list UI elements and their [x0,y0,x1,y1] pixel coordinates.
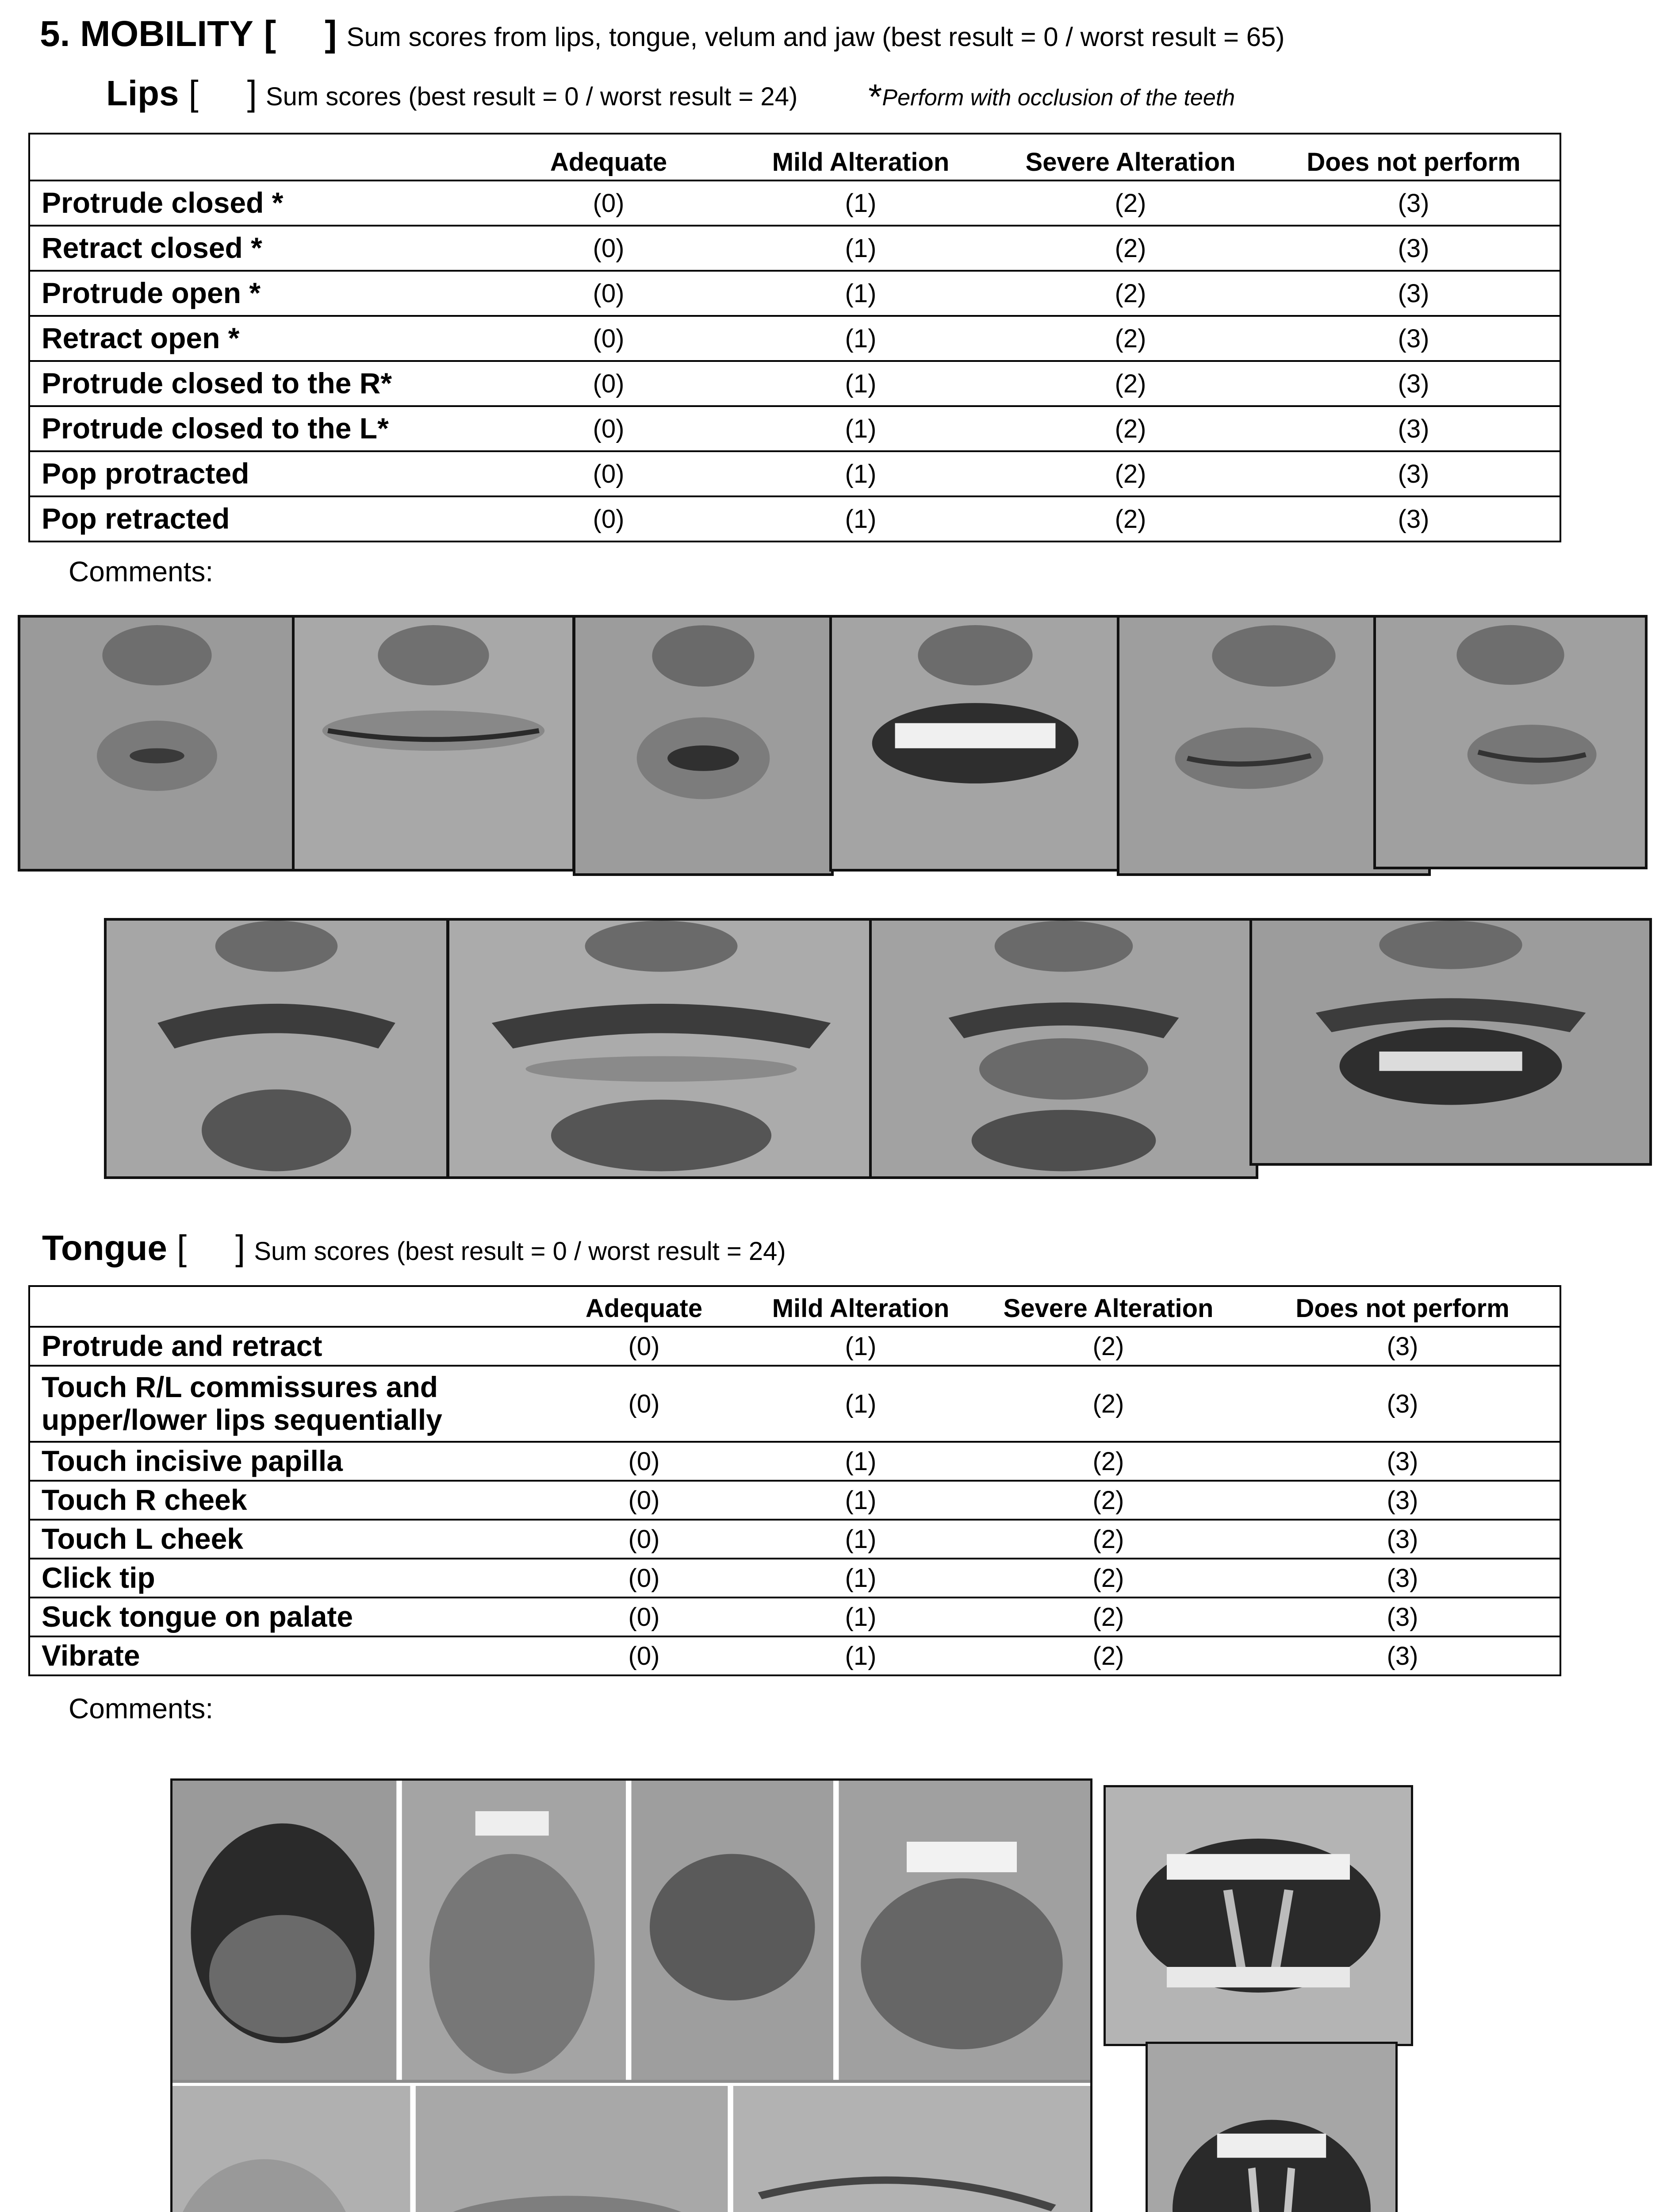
score-option[interactable]: (2) [971,1520,1245,1559]
score-option[interactable]: (3) [1268,226,1560,271]
score-option[interactable]: (0) [489,271,728,316]
score-option[interactable]: (1) [728,361,993,406]
lips-col-mild: Mild Alteration [728,134,993,180]
lips-col-adequate: Adequate [489,134,728,180]
score-option[interactable]: (0) [489,496,728,541]
tongue-col-not-perform: Does not perform [1245,1286,1560,1327]
tongue-title: Tongue [42,1228,167,1267]
score-option[interactable]: (0) [538,1636,750,1675]
score-option[interactable]: (3) [1245,1520,1560,1559]
row-label: Protrude closed to the R* [29,361,489,406]
table-row [29,496,1560,541]
table-row [29,1598,1560,1636]
score-option[interactable]: (2) [993,271,1268,316]
score-option[interactable]: (0) [489,406,728,451]
score-option[interactable]: (1) [728,496,993,541]
row-label: Protrude open * [29,271,489,316]
row-label: Protrude and retract [29,1327,538,1366]
row-label: Protrude closed to the L* [29,406,489,451]
table-row [29,406,1560,451]
table-row [29,1520,1560,1559]
table-row [29,1559,1560,1598]
tongue-photo-suck-palate [1146,2042,1398,2212]
lips-score-table [28,133,1561,542]
score-option[interactable]: (2) [993,226,1268,271]
table-row [29,1442,1560,1481]
row-label: Retract closed * [29,226,489,271]
lips-photo-man-neutral [104,918,449,1179]
score-option[interactable]: (3) [1245,1598,1560,1636]
lips-note-text: Perform with occlusion of the teeth [882,85,1235,111]
score-option[interactable]: (2) [993,451,1268,496]
score-option[interactable]: (2) [971,1598,1245,1636]
score-option[interactable]: (0) [538,1366,750,1442]
mobility-heading [40,13,1284,62]
lips-note [868,77,1235,117]
score-option[interactable]: (3) [1268,361,1560,406]
score-option[interactable]: (3) [1245,1442,1560,1481]
row-label: Touch L cheek [29,1520,538,1559]
lips-description: Sum scores (best result = 0 / worst result = 24) [265,82,798,111]
tongue-photo-palate [1104,1785,1413,2046]
score-option[interactable]: (1) [750,1598,971,1636]
lips-photo-protrude-left [1373,615,1648,869]
table-row [29,1636,1560,1675]
score-option[interactable]: (1) [728,271,993,316]
lips-photo-man-pop-retracted [1249,918,1652,1166]
score-option[interactable]: (3) [1268,406,1560,451]
table-row [29,316,1560,361]
table-row [29,1481,1560,1520]
lips-header-blank [29,134,489,180]
score-option[interactable]: (0) [489,361,728,406]
table-row [29,1327,1560,1366]
score-option[interactable]: (1) [728,451,993,496]
score-option[interactable]: (2) [993,361,1268,406]
lips-photo-protrude-open [573,615,834,876]
lips-col-severe: Severe Alteration [993,134,1268,180]
mobility-description: Sum scores from lips, tongue, velum and jaw (best result = 0 / worst result = 65) [346,22,1285,52]
score-option[interactable]: (1) [750,1481,971,1520]
tongue-col-adequate: Adequate [538,1286,750,1327]
lips-photo-retract-closed [292,615,575,872]
score-option[interactable]: (0) [489,451,728,496]
score-option[interactable]: (3) [1268,271,1560,316]
score-option[interactable]: (3) [1268,451,1560,496]
score-option[interactable]: (3) [1268,496,1560,541]
row-label: Suck tongue on palate [29,1598,538,1636]
table-row [29,180,1560,226]
table-row [29,1366,1560,1442]
tongue-score-table [28,1285,1561,1676]
score-option[interactable]: (0) [489,226,728,271]
score-option[interactable]: (3) [1268,316,1560,361]
score-option[interactable]: (1) [728,316,993,361]
table-row [29,451,1560,496]
row-label: Retract open * [29,316,489,361]
lips-bracket-open: [ [188,73,199,113]
score-option[interactable]: (1) [728,180,993,226]
score-option[interactable]: (0) [538,1327,750,1366]
lips-photo-man-pop-protracted [869,918,1258,1179]
score-option[interactable]: (2) [971,1327,1245,1366]
score-option[interactable]: (2) [993,180,1268,226]
score-option[interactable]: (3) [1245,1327,1560,1366]
table-row [29,361,1560,406]
score-option[interactable]: (1) [750,1442,971,1481]
score-option[interactable]: (1) [750,1636,971,1675]
score-option[interactable]: (0) [538,1559,750,1598]
score-option[interactable]: (0) [538,1481,750,1520]
lips-photo-retract-open [829,615,1121,872]
tongue-photo-collage [170,1778,1092,2212]
score-option[interactable]: (2) [993,406,1268,451]
score-option[interactable]: (0) [538,1598,750,1636]
tongue-col-severe: Severe Alteration [971,1286,1245,1327]
score-option[interactable]: (3) [1268,180,1560,226]
score-option[interactable]: (2) [971,1481,1245,1520]
lips-photo-man-retract [447,918,876,1179]
tongue-heading [42,1228,786,1272]
score-option[interactable]: (1) [728,406,993,451]
score-option[interactable]: (3) [1245,1559,1560,1598]
lips-title: Lips [106,73,179,113]
score-option[interactable]: (0) [489,316,728,361]
mobility-bracket-open: [ [264,14,276,54]
lips-photo-protrude-closed [18,615,296,872]
row-label: Click tip [29,1559,538,1598]
lips-bracket-close: ] [247,73,257,113]
tongue-col-mild: Mild Alteration [750,1286,971,1327]
score-option[interactable]: (1) [728,226,993,271]
row-label: Touch incisive papilla [29,1442,538,1481]
score-option[interactable]: (2) [971,1366,1245,1442]
row-label: Vibrate [29,1636,538,1675]
lips-heading [106,73,1235,117]
row-label: Pop retracted [29,496,489,541]
tongue-header-row [29,1286,1560,1327]
lips-note-star: * [868,77,882,116]
score-option[interactable]: (2) [993,316,1268,361]
lips-comments-label: Comments: [69,556,214,588]
mobility-bracket-close: ] [325,14,337,54]
tongue-comments-label: Comments: [69,1693,214,1724]
score-option[interactable]: (2) [993,496,1268,541]
table-row [29,271,1560,316]
lips-header-row [29,134,1560,180]
row-label: Touch R/L commissures and upper/lower lips sequentially [29,1366,538,1442]
score-option[interactable]: (0) [538,1442,750,1481]
score-option[interactable]: (1) [750,1366,971,1442]
score-option[interactable]: (1) [750,1559,971,1598]
score-option[interactable]: (3) [1245,1636,1560,1675]
score-option[interactable]: (0) [538,1520,750,1559]
row-label: Protrude closed * [29,180,489,226]
score-option[interactable]: (3) [1245,1366,1560,1442]
score-option[interactable]: (1) [750,1520,971,1559]
tongue-header-blank [29,1286,538,1327]
score-option[interactable]: (3) [1245,1481,1560,1520]
score-option[interactable]: (0) [489,180,728,226]
tongue-bracket-close: ] [235,1228,245,1267]
score-option[interactable]: (2) [971,1559,1245,1598]
tongue-description: Sum scores (best result = 0 / worst result = 24) [254,1237,786,1266]
tongue-bracket-open: [ [176,1228,187,1267]
row-label: Touch R cheek [29,1481,538,1520]
table-row [29,226,1560,271]
mobility-title: 5. MOBILITY [40,14,253,54]
lips-col-not-perform: Does not perform [1268,134,1560,180]
score-option[interactable]: (2) [971,1442,1245,1481]
score-option[interactable]: (1) [750,1327,971,1366]
row-label: Pop protracted [29,451,489,496]
score-option[interactable]: (2) [971,1636,1245,1675]
